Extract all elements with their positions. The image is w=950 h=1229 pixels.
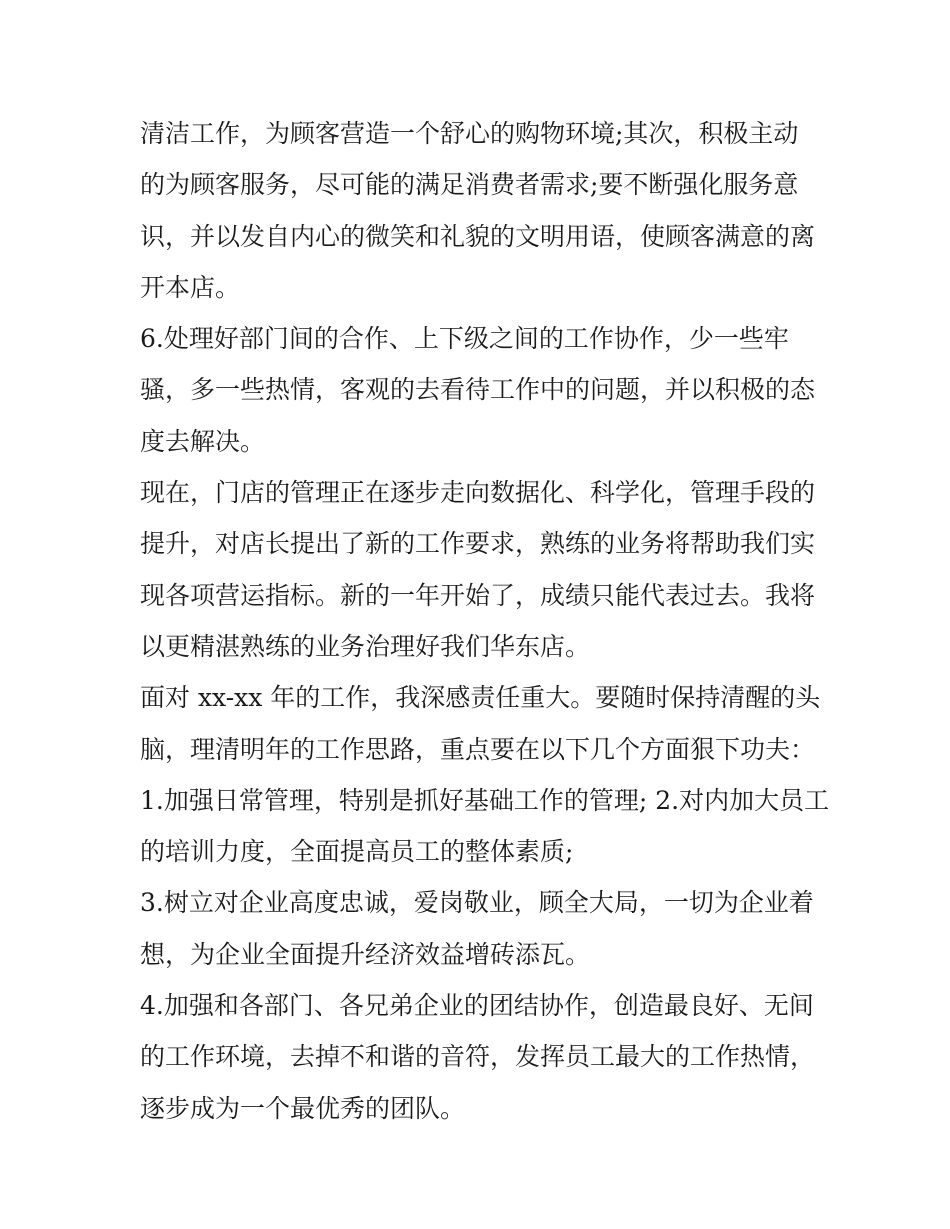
text-line: 的工作环境，去掉不和谐的音符，发挥员工最大的工作热情， (140, 1042, 816, 1072)
body-text (140, 108, 830, 1134)
text-line: 现各项营运指标。新的一年开始了，成绩只能代表过去。我将 (140, 580, 816, 610)
text-line: 6.处理好部门间的合作、上下级之间的工作协作，少一些牢 (140, 324, 789, 354)
text-line: 骚，多一些热情，客观的去看待工作中的问题，并以积极的态 (140, 375, 816, 405)
text-line: 现在，门店的管理正在逐步走向数据化、科学化，管理手段的 (140, 478, 816, 508)
text-line: 以更精湛熟练的业务治理好我们华东店。 (140, 631, 591, 661)
text-line: 提升，对店长提出了新的工作要求，熟练的业务将帮助我们实 (140, 529, 816, 559)
text-line: 面对 xx-xx 年的工作，我深感责任重大。要随时保持清醒的头 (140, 683, 821, 713)
text-line: 识，并以发自内心的微笑和礼貌的文明用语，使顾客满意的离 (140, 221, 816, 251)
text-line: 4.加强和各部门、各兄弟企业的团结协作，创造最良好、无间 (140, 991, 814, 1021)
text-line: 3.树立对企业高度忠诚，爱岗敬业，顾全大局，一切为企业着 (140, 888, 814, 918)
text-line: 脑，理清明年的工作思路，重点要在以下几个方面狠下功夫： (140, 734, 816, 764)
text-line: 的为顾客服务，尽可能的满足消费者需求;要不断强化服务意 (140, 170, 799, 200)
text-line: 开本店。 (140, 272, 241, 302)
text-line: 逐步成为一个最优秀的团队。 (140, 1093, 466, 1123)
text-line: 1.加强日常管理，特别是抓好基础工作的管理; 2.对内加大员工 (140, 785, 830, 815)
text-line: 想，为企业全面提升经济效益增砖添瓦。 (140, 939, 591, 969)
text-line: 清洁工作，为顾客营造一个舒心的购物环境;其次，积极主动 (140, 119, 799, 148)
text-line: 的培训力度，全面提高员工的整体素质; (140, 837, 574, 867)
text-line: 度去解决。 (140, 426, 266, 456)
